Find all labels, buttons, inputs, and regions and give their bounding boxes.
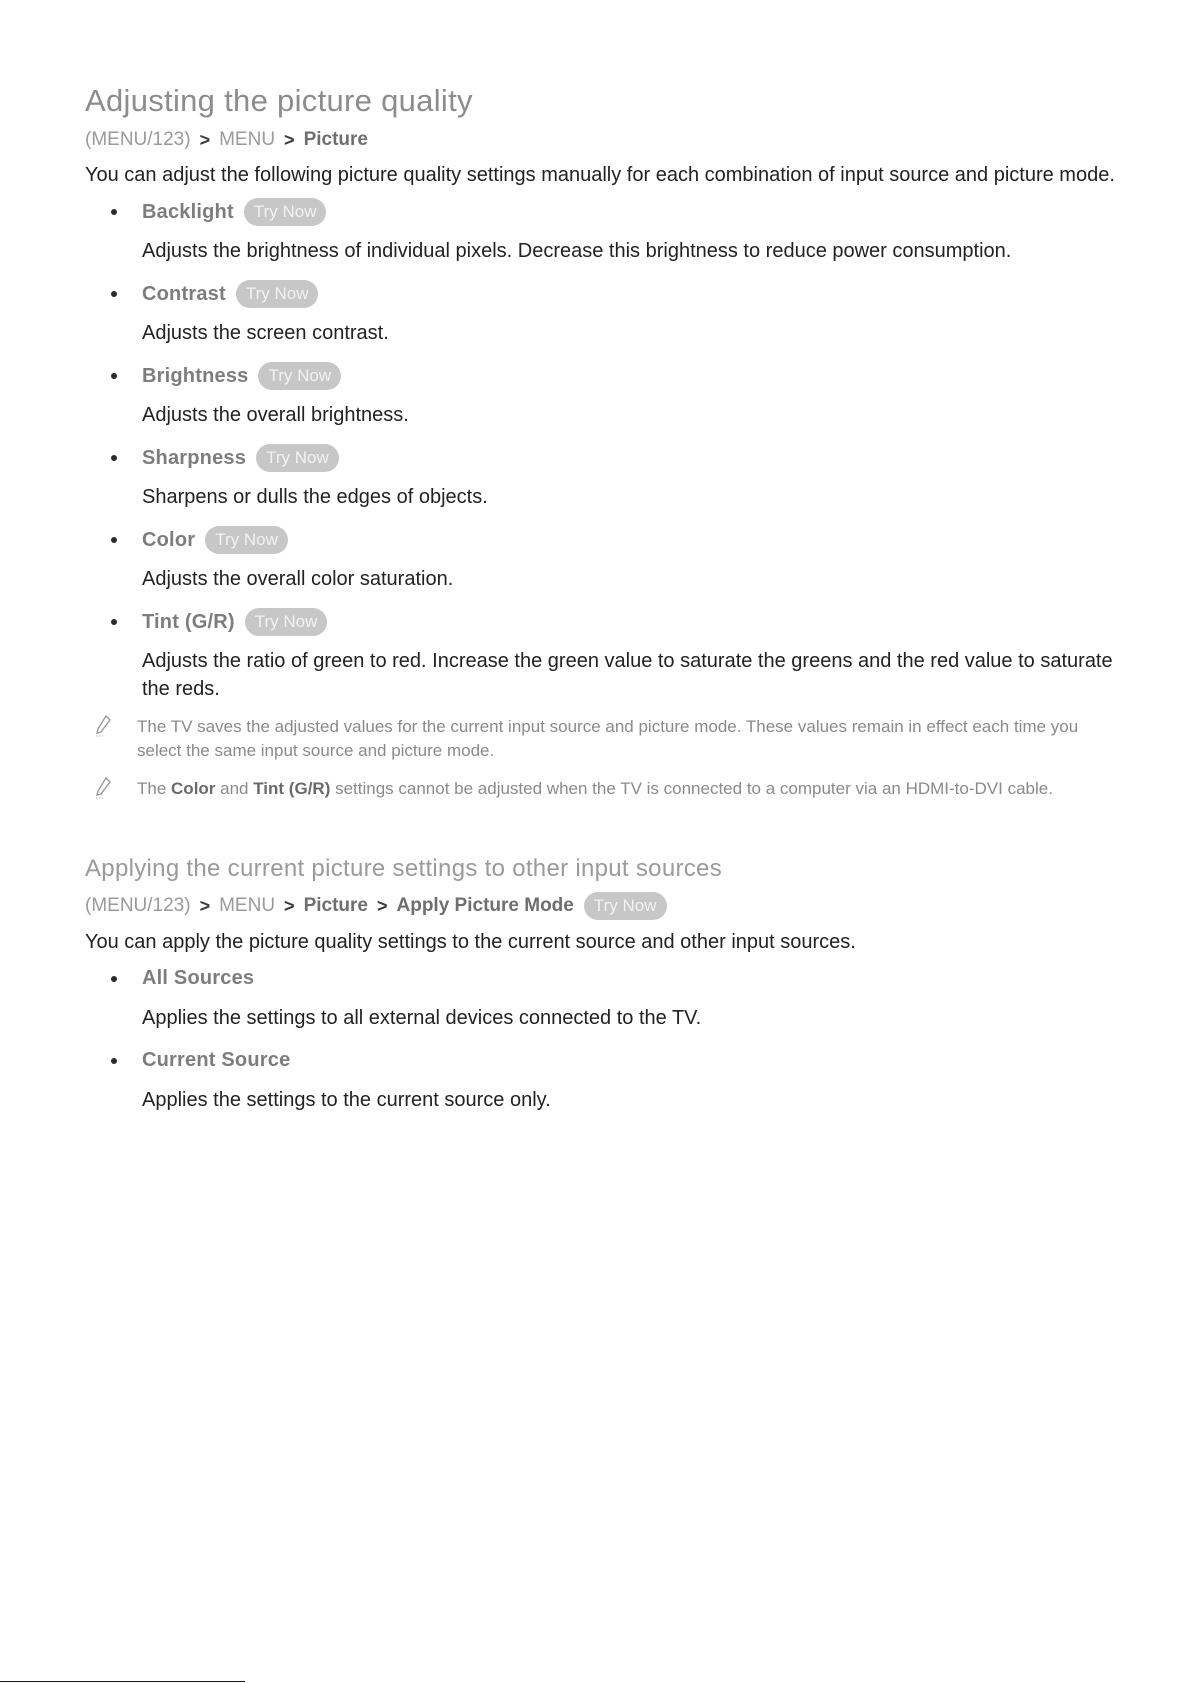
- chevron-right-icon: >: [284, 895, 295, 916]
- menu-path: [85, 892, 1115, 920]
- setting-title: Sharpness: [142, 446, 247, 469]
- note-text: [137, 777, 1115, 801]
- chevron-right-icon: >: [199, 895, 211, 916]
- note: [85, 777, 1115, 801]
- try-now-button[interactable]: Try Now: [245, 608, 328, 636]
- chevron-right-icon: >: [284, 130, 295, 151]
- pencil-icon: [85, 777, 137, 801]
- chevron-right-icon: >: [376, 895, 388, 916]
- list-item: [85, 195, 1115, 265]
- options-list: [85, 962, 1115, 1114]
- setting-description: Adjusts the screen contrast.: [142, 322, 389, 345]
- list-item: [85, 277, 1115, 347]
- try-now-button[interactable]: Try Now: [236, 280, 319, 308]
- path-menu123: (MENU/123): [85, 894, 191, 916]
- setting-title: Color: [142, 528, 196, 551]
- bullet-icon: [111, 537, 117, 543]
- bullet-icon: [111, 209, 117, 215]
- path-menu: MENU: [219, 894, 276, 916]
- list-item: [85, 605, 1115, 703]
- intro-text: You can apply the picture quality settings to the current source and other input sources.: [85, 930, 856, 953]
- path-picture: Picture: [303, 129, 368, 151]
- note-text-part: The: [137, 779, 172, 799]
- path-apply-picture-mode: Apply Picture Mode: [396, 894, 574, 916]
- option-title: All Sources: [142, 967, 255, 990]
- note-text: The TV saves the adjusted values for the current input source and picture mode. These values remain in effect each time you select the same input source and picture mode.: [137, 717, 1079, 761]
- setting-description: Adjusts the overall brightness.: [142, 404, 409, 427]
- list-item: [85, 962, 1115, 1032]
- try-now-button[interactable]: Try Now: [205, 526, 288, 554]
- option-description: Applies the settings to the current source only.: [142, 1088, 551, 1111]
- manual-page: [85, 70, 1115, 1126]
- setting-title: Contrast: [142, 282, 226, 305]
- list-item: [85, 523, 1115, 593]
- bullet-icon: [111, 291, 117, 297]
- option-title: Current Source: [142, 1049, 291, 1072]
- bullet-icon: [111, 455, 117, 461]
- note-term-tint: Tint (G/R): [253, 779, 331, 799]
- setting-description: Sharpens or dulls the edges of objects.: [142, 486, 488, 509]
- settings-list: [85, 195, 1115, 703]
- setting-title: Brightness: [142, 364, 249, 387]
- note-text-part: settings cannot be adjusted when the TV is connected to a computer via an HDMI-to-DVI cable.: [330, 779, 1053, 799]
- footer-rule: [0, 1681, 245, 1682]
- path-picture: Picture: [303, 894, 368, 916]
- intro-text: You can adjust the following picture quality settings manually for each combination of input source and picture mode.: [85, 164, 1115, 187]
- pencil-icon: [85, 715, 137, 763]
- section-title-picture-quality: Adjusting the picture quality: [85, 83, 473, 118]
- note: [85, 715, 1115, 763]
- chevron-right-icon: >: [199, 130, 211, 151]
- section-title-apply-settings: Applying the current picture settings to other input sources: [85, 855, 723, 883]
- setting-description: Adjusts the overall color saturation.: [142, 568, 454, 591]
- setting-description: Adjusts the brightness of individual pixels. Decrease this brightness to reduce power consumption.: [142, 240, 1012, 263]
- path-menu123: (MENU/123): [85, 129, 191, 151]
- bullet-icon: [111, 976, 117, 982]
- setting-title: Tint (G/R): [142, 610, 235, 633]
- try-now-button[interactable]: Try Now: [584, 892, 667, 920]
- note-term-color: Color: [171, 779, 216, 799]
- try-now-button[interactable]: Try Now: [256, 444, 339, 472]
- menu-path: [85, 127, 1115, 153]
- setting-description: Adjusts the ratio of green to red. Increase the green value to saturate the greens and the red value to saturate the reds.: [142, 650, 1113, 701]
- list-item: [85, 359, 1115, 429]
- setting-title: Backlight: [142, 200, 234, 223]
- list-item: [85, 1044, 1115, 1114]
- bullet-icon: [111, 373, 117, 379]
- try-now-button[interactable]: Try Now: [258, 362, 341, 390]
- note-text-part: and: [215, 779, 254, 799]
- list-item: [85, 441, 1115, 511]
- try-now-button[interactable]: Try Now: [244, 198, 327, 226]
- bullet-icon: [111, 619, 117, 625]
- bullet-icon: [111, 1058, 117, 1064]
- option-description: Applies the settings to all external devices connected to the TV.: [142, 1006, 702, 1029]
- path-menu: MENU: [219, 129, 276, 151]
